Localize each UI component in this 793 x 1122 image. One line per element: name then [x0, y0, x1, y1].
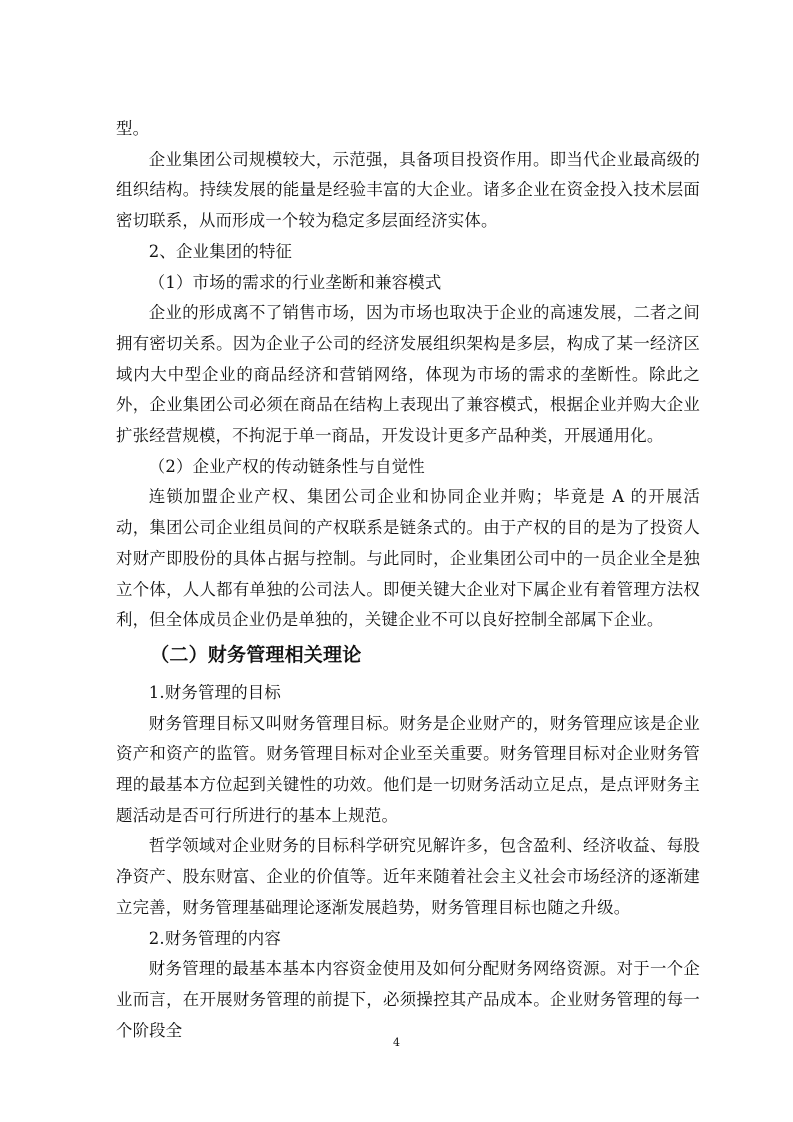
paragraph: 连锁加盟企业产权、集团公司企业和协同企业并购；毕竟是 A 的开展活动，集团公司企业组员间的产权联系是链条式的。由于产权的目的是为了投资人对财产即股份的具体占据与控制。与此同时，企业集团公司中的一员企业全是独立个体，人人都有单独的公司法人。即便关键大企业对下属企业有着管理方法权利，但全体成员企业仍是单独的，关键企业不可以良好控制全部属下企业。 — [116, 487, 700, 630]
subheading: （1）市场的需求的行业垄断和兼容模式 — [148, 272, 442, 292]
page-number: 4 — [393, 1036, 400, 1049]
paragraph-continuation: 型。 — [116, 119, 150, 138]
paragraph: 哲学领域对企业财务的目标科学研究见解许多，包含盈利、经济收益、每股净资产、股东财富、企业的价值等。近年来随着社会主义社会市场经济的逐渐建立完善，财务管理基础理论逐渐发展趋势，财务管理目标也随之升级。 — [116, 836, 700, 917]
subheading: 2、企业集团的特征 — [148, 241, 293, 261]
paragraph: 财务管理目标又叫财务管理目标。财务是企业财产的，财务管理应该是企业资产和资产的监管。财务管理目标对企业至关重要。财务管理目标对企业财务管理的最基本方位起到关键性的功效。他们是一切财务活动立足点，是点评财务主题活动是否可行所进行的基本上规范。 — [116, 713, 700, 825]
body-text — [116, 114, 700, 1046]
section-heading: （二）财务管理相关理论 — [150, 643, 362, 666]
subheading: 2.财务管理的内容 — [148, 928, 281, 948]
paragraph: 财务管理的最基本基本内容资金使用及如何分配财务网络资源。对于一个企业而言，在开展财务管理的前提下，必须操控其产品成本。企业财务管理的每一个阶段全 — [116, 959, 700, 1040]
subheading: （2）企业产权的传动链条性与自觉性 — [148, 456, 425, 476]
subheading: 1.财务管理的目标 — [148, 682, 281, 702]
paragraph: 企业的形成离不了销售市场，因为市场也取决于企业的高速发展，二者之间拥有密切关系。因为企业子公司的经济发展组织架构是多层，构成了某一经济区域内大中型企业的商品经济和营销网络，体现为市场的需求的垄断性。除此之外，企业集团公司必须在商品在结构上表现出了兼容模式，根据企业并购大企业扩张经营规模，不拘泥于单一商品，开发设计更多产品种类，开展通用化。 — [116, 303, 700, 446]
paragraph: 企业集团公司规模较大，示范强，具备项目投资作用。即当代企业最高级的组织结构。持续发展的能量是经验丰富的大企业。诸多企业在资金投入技术层面密切联系，从而形成一个较为稳定多层面经济实体。 — [116, 149, 700, 231]
